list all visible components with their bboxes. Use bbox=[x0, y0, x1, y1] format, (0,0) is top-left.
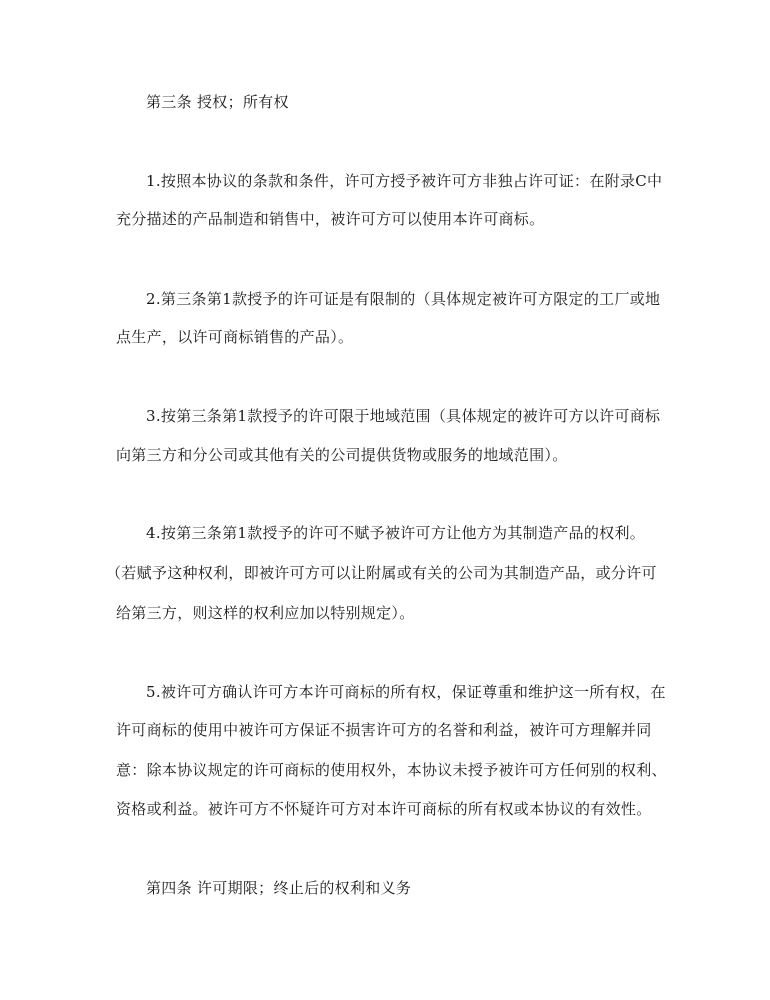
article-4-heading: 第四条 许可期限；终止后的权利和义务 bbox=[146, 879, 412, 897]
article-3-para-4-line-3: 给第三方，则这样的权利应加以特别规定）。 bbox=[116, 604, 415, 622]
article-3-para-3-line-2: 向第三方和分公司或其他有关的公司提供货物或服务的地域范围）。 bbox=[116, 446, 568, 464]
article-3-para-4-line-1: 4.按第三条第1款授予的许可不赋予被许可方让他方为其制造产品的权利。 bbox=[146, 524, 646, 542]
article-3-para-1-line-1: 1.按照本协议的条款和条件，许可方授予被许可方非独占许可证：在附录C中 bbox=[146, 172, 663, 190]
article-3-para-2-line-1: 2.第三条第1款授予的许可证是有限制的（具体规定被许可方限定的工厂或地 bbox=[146, 290, 661, 308]
article-3-para-5-line-1: 5.被许可方确认许可方本许可商标的所有权，保证尊重和维护这一所有权，在 bbox=[146, 683, 666, 701]
article-3-para-4-line-2: （若赋予这种权利，即被许可方可以让附属或有关的公司为其制造产品，或分许可 bbox=[106, 564, 657, 582]
article-3-para-3-line-1: 3.按第三条第1款授予的许可限于地域范围（具体规定的被许可方以许可商标 bbox=[146, 407, 661, 425]
article-3-para-5-line-2: 许可商标的使用中被许可方保证不损害许可方的名誉和利益，被许可方理解并同 bbox=[116, 721, 652, 739]
article-3-heading: 第三条 授权；所有权 bbox=[146, 93, 289, 111]
article-3-para-5-line-4: 资格或利益。被许可方不怀疑许可方对本许可商标的所有权或本协议的有效性。 bbox=[116, 800, 652, 818]
article-3-para-5-line-3: 意：除本协议规定的许可商标的使用权外，本协议未授予被许可方任何别的权利、 bbox=[116, 761, 667, 779]
article-3-para-2-line-2: 点生产，以许可商标销售的产品）。 bbox=[116, 328, 354, 346]
article-3-para-1-line-2: 充分描述的产品制造和销售中，被许可方可以使用本许可商标。 bbox=[116, 210, 545, 228]
